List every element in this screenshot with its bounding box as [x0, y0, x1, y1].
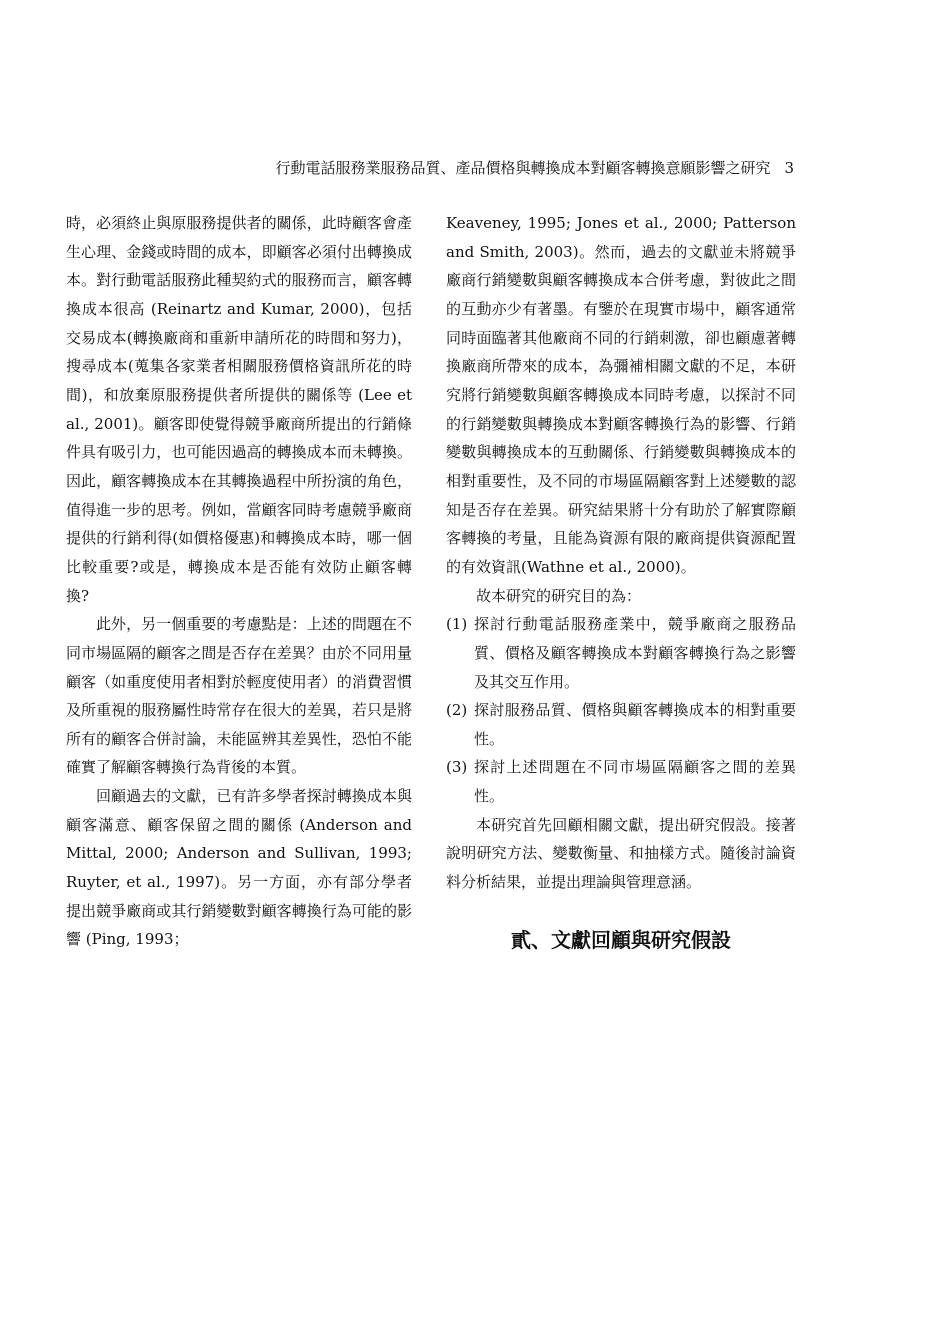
- objective-list: [446, 610, 796, 811]
- paragraph: Keaveney, 1995; Jones et al., 2000; Patterson and Smith, 2003)。然而，過去的文獻並未將競爭廠商行銷變數與顧客轉換成本合併考慮，對彼此之間的互動亦少有著墨。有鑒於在現實市場中，顧客通常同時面臨著其他廠商不同的行銷刺激，卻也顧慮著轉換廠商所帶來的成本，為彌補相關文獻的不足，本研究將行銷變數與顧客轉換成本同時考慮，以探討不同的行銷變數與轉換成本對顧客轉換行為的影響、行銷變數與轉換成本的互動關係、行銷變數與轉換成本的相對重要性，及不同的市場區隔顧客對上述變數的認知是否存在差異。研究結果將十分有助於了解實際顧客轉換的考量，且能為資源有限的廠商提供資源配置的有效資訊(Wathne et al., 2000)。: [446, 214, 796, 576]
- header-title: 行動電話服務業服務品質、產品價格與轉換成本對顧客轉換意願影響之研究: [275, 159, 771, 177]
- list-text: 探討上述問題在不同市場區隔顧客之間的差異性。: [474, 758, 796, 806]
- running-header: [66, 156, 794, 180]
- list-text: 探討服務品質、價格與顧客轉換成本的相對重要性。: [474, 701, 796, 748]
- page-number: 3: [784, 159, 794, 177]
- list-item: [446, 753, 796, 810]
- paragraph: 回顧過去的文獻，已有許多學者探討轉換成本與顧客滿意、顧客保留之間的關係 (Anderson and Mittal, 2000; Anderson and Sullivan, 1993; Ruyter, et al., 1997)。另一方面，亦有部分學者提出競爭廠商或其行銷變數對顧客轉換行為可能的影響 (Ping, 1993；: [66, 787, 412, 949]
- section-heading: 貳、文獻回顧與研究假設: [511, 927, 731, 952]
- list-number: (3): [446, 758, 468, 777]
- list-text: 探討行動電話服務產業中，競爭廠商之服務品質、價格及顧客轉換成本對顧客轉換行為之影響及其交互作用。: [474, 615, 796, 691]
- paragraph: 此外，另一個重要的考慮點是：上述的問題在不同市場區隔的顧客之間是否存在差異？由於不同用量顧客（如重度使用者相對於輕度使用者）的消費習慣及所重視的服務屬性時常存在很大的差異，若只是將所有的顧客合併討論，未能區辨其差異性，恐怕不能確實了解顧客轉換行為背後的本質。: [66, 615, 412, 777]
- left-column: [66, 209, 412, 954]
- paragraph: 本研究首先回顧相關文獻，提出研究假設。接著說明研究方法、變數衡量、和抽樣方式。隨後討論資料分析結果，並提出理論與管理意涵。: [446, 815, 796, 892]
- right-column: [446, 209, 796, 955]
- list-number: (2): [446, 701, 468, 720]
- list-item: [446, 610, 796, 696]
- list-item: [446, 696, 796, 753]
- paragraph: 時，必須終止與原服務提供者的關係，此時顧客會產生心理、金錢或時間的成本，即顧客必須付出轉換成本。對行動電話服務此種契約式的服務而言，顧客轉換成本很高 (Reinartz and Kumar, 2000)，包括交易成本(轉換廠商和重新申請所花的時間和努力)，搜尋成本(蒐集各家業者相關服務價格資訊所花的時間)，和放棄原服務提供者所提供的關係等 (Lee et al., 2001)。顧客即使覺得競爭廠商所提出的行銷條件具有吸引力，也可能因過高的轉換成本而未轉換。因此，顧客轉換成本在其轉換過程中所扮演的角色，值得進一步的思考。例如，當顧客同時考慮競爭廠商提供的行銷利得(如價格優惠)和轉換成本時，哪一個比較重要?或是，轉換成本是否能有效防止顧客轉換?: [66, 214, 412, 605]
- purpose-intro: 故本研究的研究目的為：: [476, 586, 642, 605]
- list-number: (1): [446, 615, 468, 634]
